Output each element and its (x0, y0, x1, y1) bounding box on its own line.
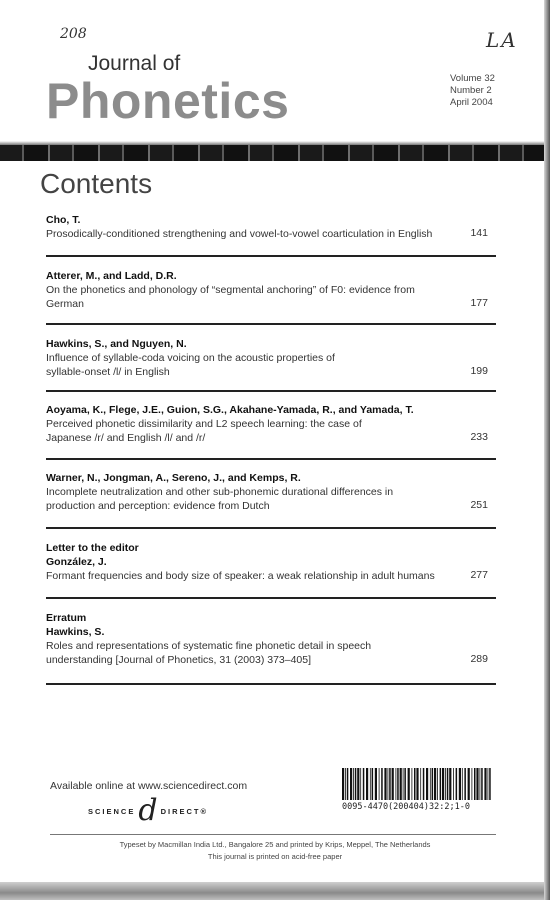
barcode-bar (430, 768, 431, 800)
barcode-bar (474, 768, 476, 800)
issue-date: April 2004 (450, 97, 493, 108)
barcode-bar (392, 768, 394, 800)
barcode-bar (375, 768, 377, 800)
journal-name: Phonetics (46, 73, 290, 129)
toc-divider (46, 527, 496, 529)
handwritten-note-right: LA (486, 28, 518, 52)
toc-entry (46, 471, 492, 513)
barcode-bar (397, 768, 399, 800)
barcode-bar (353, 768, 354, 800)
number: Number 2 (450, 85, 492, 96)
barcode-bar (442, 768, 444, 800)
barcode-bar (437, 768, 438, 800)
toc-entry (46, 269, 492, 311)
barcode-bar (412, 768, 413, 800)
toc-entry (46, 611, 492, 667)
barcode-bar (480, 768, 481, 800)
entry-title-line: Formant frequencies and body size of speaker: a weak relationship in adult humans (46, 570, 435, 582)
barcode-bar (355, 768, 357, 800)
entry-title-line: production and perception: evidence from Dutch (46, 500, 270, 512)
barcode-bar (445, 768, 446, 800)
entry-title-line: syllable-onset /l/ in English (46, 366, 170, 378)
entry-authors: Hawkins, S., and Nguyen, N. (46, 338, 187, 350)
footer-divider (50, 834, 496, 835)
entry-page-number: 251 (470, 499, 488, 511)
entry-title-line: Perceived phonetic dissimilarity and L2 speech learning: the case of (46, 418, 362, 430)
entry-page-number: 233 (470, 431, 488, 443)
barcode-bar (440, 768, 442, 800)
barcode-bar (370, 768, 371, 800)
barcode-bar (488, 768, 489, 800)
barcode-bar (484, 768, 486, 800)
issue-info (450, 73, 495, 109)
entry-title-line: Prosodically-conditioned strengthening and vowel-to-vowel coarticulation in English (46, 228, 433, 240)
barcode-bar (420, 768, 421, 800)
barcode-bar (447, 768, 449, 800)
barcode-bar (379, 768, 380, 800)
barcode-number: 0095-4470(200404)32:2;1-0 (342, 802, 470, 812)
barcode-bar (408, 768, 410, 800)
barcode-bar (472, 768, 473, 800)
barcode-bar (342, 768, 344, 800)
toc-divider (46, 323, 496, 325)
barcode-bar (434, 768, 436, 800)
barcode-bar (345, 768, 346, 800)
barcode-bar (416, 768, 418, 800)
barcode-bar (384, 768, 386, 800)
toc-entry (46, 403, 492, 445)
barcode-bar (481, 768, 483, 800)
barcode-bar (357, 768, 359, 800)
barcode-icon (342, 768, 492, 800)
entry-page-number: 277 (470, 569, 488, 581)
barcode-bar (363, 768, 365, 800)
toc-divider (46, 683, 496, 685)
toc-divider (46, 458, 496, 460)
entry-page-number: 141 (470, 227, 488, 239)
entry-page-number: 199 (470, 365, 488, 377)
barcode-bar (403, 768, 404, 800)
entry-title-line: Japanese /r/ and English /l/ and /r/ (46, 432, 206, 444)
barcode-bar (464, 768, 466, 800)
barcode-bar (423, 768, 425, 800)
barcode-bar (360, 768, 361, 800)
sciencedirect-logo: SCIENCE d DIRECT® (88, 793, 209, 828)
barcode-bar (459, 768, 461, 800)
available-online-text: Available online at www.sciencedirect.com (50, 780, 248, 792)
entry-page-number: 177 (470, 297, 488, 309)
barcode-bar (489, 768, 491, 800)
volume: Volume 32 (450, 73, 495, 84)
barcode-bar (468, 768, 470, 800)
toc-entry (46, 541, 492, 583)
entry-authors: Cho, T. (46, 214, 81, 226)
barcode-bar (432, 768, 434, 800)
barcode-bar (350, 768, 352, 800)
barcode-bar (404, 768, 406, 800)
barcode-bar (388, 768, 389, 800)
barcode-bar (426, 768, 428, 800)
section-label: Letter to the editor (46, 542, 139, 554)
entry-authors: Aoyama, K., Flege, J.E., Guion, S.G., Akahane-Yamada, R., and Yamada, T. (46, 404, 414, 416)
barcode-bar (366, 768, 368, 800)
sciencedirect-at-icon: d (138, 793, 158, 828)
entry-authors: Atterer, M., and Ladd, D.R. (46, 270, 177, 282)
barcode-bar (449, 768, 451, 800)
entry-title-line: Roles and representations of systematic fine phonetic detail in speech (46, 640, 372, 652)
toc-divider (46, 390, 496, 392)
contents-heading: Contents (40, 168, 153, 199)
barcode-bar (396, 768, 397, 800)
toc-divider (46, 597, 496, 599)
section-label: Erratum (46, 612, 87, 624)
journal-of-text: Journal of (88, 52, 181, 75)
barcode-bar (462, 768, 463, 800)
entry-page-number: 289 (470, 653, 488, 665)
entry-authors: González, J. (46, 556, 107, 568)
barcode-bar (476, 768, 478, 800)
barcode-bar (381, 768, 383, 800)
entry-authors: Warner, N., Jongman, A., Sereno, J., and Kemps, R. (46, 472, 301, 484)
barcode-bar (400, 768, 402, 800)
toc-entry (46, 213, 492, 241)
typeset-note: Typeset by Macmillan India Ltd., Bangalore 25 and printed by Krips, Meppel, The Netherlands (119, 840, 431, 849)
entry-title-line: Incomplete neutralization and other sub-phonemic durational differences in (46, 486, 394, 498)
acid-free-note: This journal is printed on acid-free paper (207, 852, 343, 861)
entry-authors: Hawkins, S. (46, 626, 105, 638)
toc-entry (46, 337, 492, 379)
barcode-bar (389, 768, 391, 800)
barcode-bar (347, 768, 349, 800)
barcode-bar (414, 768, 416, 800)
decorative-band (0, 145, 550, 161)
barcode-bar (453, 768, 454, 800)
toc-divider (46, 255, 496, 257)
bottom-scan-edge (0, 882, 550, 900)
barcode-bar (372, 768, 374, 800)
entry-title-line: On the phonetics and phonology of “segmental anchoring” of F0: evidence from (46, 284, 415, 296)
barcode-bar (456, 768, 458, 800)
entry-title-line: German (46, 298, 84, 310)
entry-title-line: Influence of syllable-coda voicing on the acoustic properties of (46, 352, 335, 364)
entry-title-line: understanding [Journal of Phonetics, 31 (2003) 373–405] (46, 654, 312, 666)
handwritten-note-left: 208 (60, 26, 87, 42)
